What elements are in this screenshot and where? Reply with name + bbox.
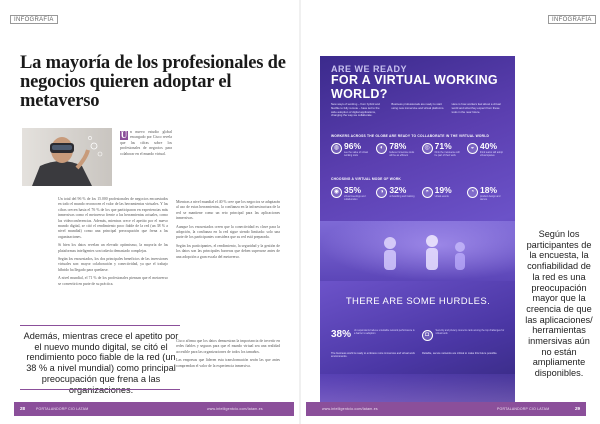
stat-item	[331, 186, 371, 201]
meeting-icon: ◉	[331, 187, 342, 198]
bigstat-caption: Security and privacy concerns rank among the top challenges for virtual tools	[435, 329, 505, 336]
section-tag-right: INFOGRAFÍA	[548, 15, 596, 24]
paragraph: Según los participantes, el rendimiento, la seguridad y la gestión de los datos son las principales barreras que deben superarse antes de una adopción a gran escala del metaverso.	[176, 243, 280, 259]
stat-caption: think the metaverse will be part of their work	[434, 151, 460, 157]
page-number-right: 29	[575, 406, 581, 411]
infographic-title: FOR A VIRTUAL WORKING WORLD?	[331, 73, 498, 101]
paragraph: Si bien los datos revelan un elevado optimismo, la mayoría de las plataformas inteligentes son todavía demasiado complejas.	[58, 243, 168, 253]
globe-icon: ◍	[331, 143, 342, 154]
bigstat-value: 38%	[331, 329, 352, 340]
lock-icon: ◘	[422, 330, 433, 341]
stat-item	[467, 186, 507, 201]
magazine-name-left: PORTALANDORP CIO LATAM	[36, 407, 89, 411]
article-headline: La mayoría de los profesionales de negocios quieren adoptar el metaverso	[20, 53, 286, 111]
page-number-left: 28	[20, 406, 26, 411]
stat-caption: see the value of virtual working tools	[344, 151, 368, 157]
magazine-name-right: PORTALANDORP CIO LATAM	[497, 407, 550, 411]
intro-block: New ways of working – from hybrid and flexible to fully remote – have led to the wide adoption of digital applications, changing the way we collaborate.	[331, 102, 380, 118]
team-icon: ◒	[467, 143, 478, 154]
pull-quote-rule-bottom	[20, 389, 180, 390]
stat-caption: think teams will adopt virtual spaces	[479, 151, 503, 157]
stat-value: 32%	[389, 185, 407, 195]
page-gutter	[299, 0, 301, 424]
stat-caption: onboarding and training	[389, 195, 415, 198]
bottom-glow	[320, 374, 515, 402]
stat-item	[331, 142, 371, 157]
footer-note: The business world is ready to embrace more immersive and virtual work environments.	[331, 352, 415, 359]
paragraph: Mientras a nivel mundial el 40 % cree que los negocios se adaptarán al uso de estas herramientas, la confianza en la infraestructura de la red se mantiene como un reto principal para las aplicaciones inmersivas.	[176, 200, 280, 221]
side-pull-quote: Según los participantes de la encuesta, la confiabilidad de la red es una preocupación mayor que la creencia de que las aplicaciones/ herramientas inmersivas aún no están ampliamente disponibles.	[525, 229, 593, 379]
infographic-section-heading: WORKERS ACROSS THE GLOBE ARE READY TO COLLABORATE IN THE VIRTUAL WORLD	[331, 134, 490, 138]
article-intro	[120, 130, 172, 157]
stat-row	[331, 186, 507, 201]
infographic-intro	[331, 103, 506, 118]
url-right[interactable]: www.intelligentcio.com/latam-es	[322, 407, 378, 411]
stat-item	[422, 142, 462, 157]
article-column-middle-bottom	[176, 339, 280, 372]
stat-value: 96%	[344, 141, 362, 151]
infographic-footer	[331, 352, 507, 359]
stat-caption: product design and demos	[479, 195, 501, 201]
stat-value: 18%	[479, 185, 497, 195]
footer-note: Reliable, secure networks are critical to make this future possible.	[422, 352, 498, 355]
hurdles-title: THERE ARE SOME HURDLES.	[345, 296, 491, 307]
bigstat-item	[331, 329, 417, 341]
pull-quote-rule-top	[20, 325, 180, 326]
stat-value: 19%	[434, 185, 452, 195]
infographic-panel	[320, 56, 515, 402]
stat-value: 71%	[434, 141, 452, 151]
vr-user-illustration	[22, 128, 112, 186]
section-tag-left: INFOGRAFÍA	[10, 15, 58, 24]
url-left[interactable]: www.intelligentcio.com/latam-es	[207, 407, 263, 411]
stat-item	[376, 186, 416, 201]
event-icon: ◓	[422, 187, 433, 198]
stat-item	[376, 142, 416, 157]
article-column-left	[58, 197, 168, 290]
bigstat-item	[422, 329, 508, 341]
stat-caption: virtual meetings and collaboration	[344, 195, 366, 201]
intro-text: n nuevo estudio global encargado por Cisco revela que las cifras sobre los profesionales de negocios para colaborar en el mundo virtual.	[120, 130, 172, 156]
training-icon: ◑	[376, 187, 387, 198]
infographic-section-heading: CHOOSING A VIRTUAL MODE OF WORK	[331, 177, 401, 181]
intro-block: Here is how workers feel about a virtual world and what they expect from these tools in the near future.	[451, 102, 501, 114]
stat-value: 35%	[344, 185, 362, 195]
paragraph: Las empresas que lideren esta transformación serán las que antes comprendan el valor de la experiencia inmersiva.	[176, 358, 280, 368]
design-icon: ◔	[467, 187, 478, 198]
stat-item	[467, 142, 507, 157]
infographic-pretitle: ARE WE READY	[331, 64, 408, 74]
bigstat-caption: of respondents believe unreliable network performance is a barrier to adoption	[354, 329, 415, 336]
stat-row	[331, 142, 507, 157]
paragraph: Aunque los encuestados creen que la conectividad es clave para la adopción, la confianza en la red sigue siendo limitada: solo una parte de los participantes considera que su red está preparada.	[176, 224, 280, 240]
dropcap: U	[120, 130, 128, 140]
network-icon: ◎	[422, 143, 433, 154]
hero-photo	[22, 128, 112, 186]
stat-value: 40%	[479, 141, 497, 151]
stat-caption: believe immersive tools will be as efficient	[389, 151, 415, 157]
stat-item	[422, 186, 462, 201]
virtual-figures-illustration	[320, 221, 515, 281]
paragraph: Cisco afirma que los datos demuestran la importancia de invertir en redes fiables y seguras para que el mundo virtual sea una realidad accesible para las organizaciones de todos los tamaños.	[176, 339, 280, 354]
paragraph: A nivel mundial, el 71 % de los profesionales piensan que el metaverso se convertirá en parte de su práctica.	[58, 276, 168, 286]
stat-value: 78%	[389, 141, 407, 151]
headset-icon: ◐	[376, 143, 387, 154]
bigstat-row	[331, 329, 507, 341]
pull-quote: Además, mientras crece el apetito por el nuevo mundo digital, se citó el rendimiento poco fiable de la red (un 38 % a nivel mundial) como principal preocupación que frena a las	[23, 331, 179, 384]
paragraph: Un total del 96 % de los 15.000 profesionales de negocios encuestados en todo el mundo reconocen el valor de las herramientas virtuales. Y las cifras crecen hasta el 76 % de los que participaron en experiencias más inmersivas como el metaverso frente a las herramientas actuales, como las videoconferencias. Además, mientras crece el apetito por el nuevo mundo digital, se citó el rendimiento poco fiable de la red (un 38 % a nivel mundial) como una principal preocupación que frena a las organizaciones.	[58, 197, 168, 239]
infographic-hero-band	[320, 221, 515, 281]
stat-caption: virtual events	[434, 195, 449, 198]
intro-block: Business professionals are ready to start using new immersive and virtual platforms.	[391, 102, 445, 110]
article-column-middle	[176, 200, 280, 263]
paragraph: Según los encuestados, los dos principales beneficios de las inversiones virtuales son: mayor colaboración y conectividad, ya que el trabajo híbrido ha llegado para quedarse.	[58, 257, 168, 272]
